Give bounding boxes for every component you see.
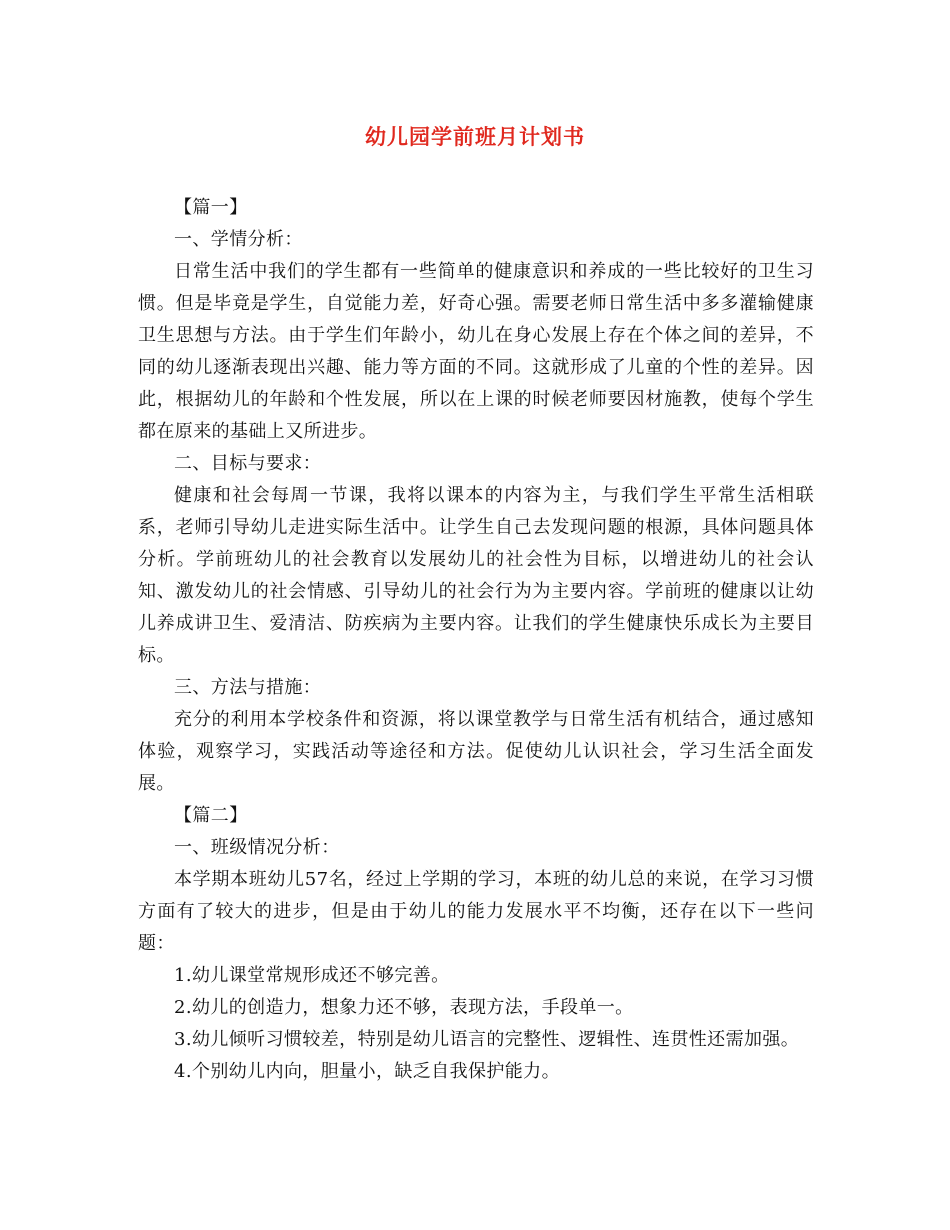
document-body xyxy=(138,192,814,1088)
paragraph-class-analysis: 本学期本班幼儿57名，经过上学期的学习，本班的幼儿总的来说，在学习习惯方面有了较大的进步，但是由于幼儿的能力发展水平不均衡，还存在以下一些问题： xyxy=(138,869,814,954)
document-title: 幼儿园学前班月计划书 xyxy=(365,125,585,149)
section-label-1: 【篇一】 xyxy=(174,197,248,218)
heading-goals: 二、目标与要求： xyxy=(174,453,322,474)
list-item: 1.幼儿课堂常规形成还不够完善。 xyxy=(174,965,450,986)
paragraph-methods: 充分的利用本学校条件和资源，将以课堂教学与日常生活有机结合，通过感知体验，观察学习，实践活动等途径和方法。促使幼儿认识社会，学习生活全面发展。 xyxy=(138,709,814,794)
heading-methods: 三、方法与措施： xyxy=(174,677,322,698)
heading-learning-analysis: 一、学情分析： xyxy=(174,229,303,250)
heading-class-analysis: 一、班级情况分析： xyxy=(174,837,340,858)
list-item: 3.幼儿倾听习惯较差，特别是幼儿语言的完整性、逻辑性、连贯性还需加强。 xyxy=(174,1029,800,1050)
paragraph-goals: 健康和社会每周一节课，我将以课本的内容为主，与我们学生平常生活相联系，老师引导幼儿走进实际生活中。让学生自己去发现问题的根源，具体问题具体分析。学前班幼儿的社会教育以发展幼儿的社会性为目标，以增进幼儿的社会认知、激发幼儿的社会情感、引导幼儿的社会行为为主要内容。学前班的健康以让幼儿养成讲卫生、爱清洁、防疾病为主要内容。让我们的学生健康快乐成长为主要目标。 xyxy=(138,485,814,666)
paragraph-learning-analysis: 日常生活中我们的学生都有一些简单的健康意识和养成的一些比较好的卫生习惯。但是毕竟是学生，自觉能力差，好奇心强。需要老师日常生活中多多灌输健康卫生思想与方法。由于学生们年龄小，幼儿在身心发展上存在个体之间的差异，不同的幼儿逐渐表现出兴趣、能力等方面的不同。这就形成了儿童的个性的差异。因此，根据幼儿的年龄和个性发展，所以在上课的时候老师要因材施教，使每个学生都在原来的基础上又所进步。 xyxy=(138,261,814,442)
list-item: 4.个别幼儿内向，胆量小，缺乏自我保护能力。 xyxy=(174,1061,560,1082)
list-item: 2.幼儿的创造力，想象力还不够，表现方法，手段单一。 xyxy=(174,997,634,1018)
section-label-2: 【篇二】 xyxy=(174,805,248,826)
